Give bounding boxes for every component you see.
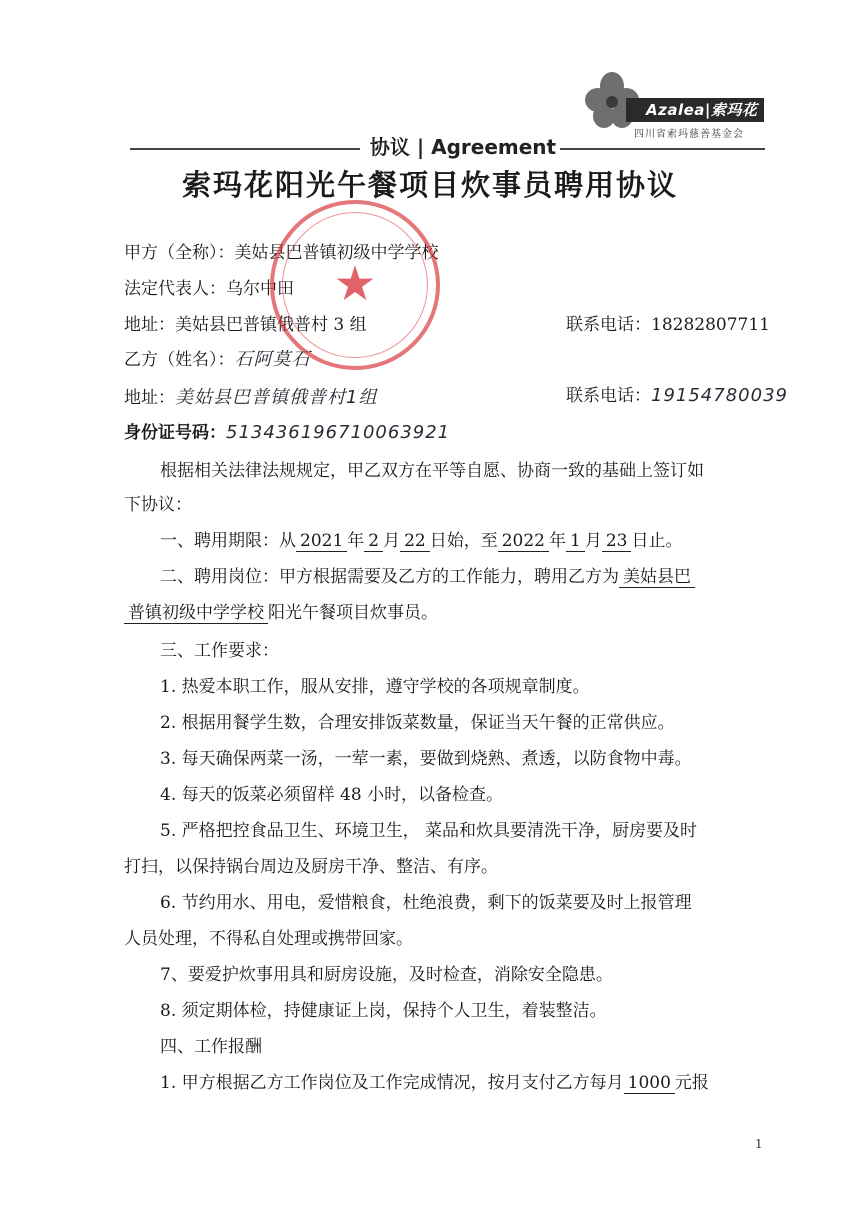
party-b-id-label: 身份证号码： xyxy=(124,423,226,443)
position-org-part1: 美姑县巴 xyxy=(619,567,695,588)
requirement-item-5-cont: 打扫，以保持锅台周边及厨房干净、整洁、有序。 xyxy=(124,857,498,877)
position-suffix: 阳光午餐项目炊事员。 xyxy=(268,603,438,623)
party-b-name-label: 乙方（姓名）： xyxy=(124,350,235,370)
requirement-item-1: 1. 热爱本职工作，服从安排，遵守学校的各项规章制度。 xyxy=(160,677,590,697)
party-b-address-handwritten: 美姑县巴普镇俄普村1组 xyxy=(175,387,378,408)
party-a-rep-label: 法定代表人： xyxy=(124,279,226,299)
party-b-phone-row xyxy=(566,381,788,406)
pay-line-prefix: 1. 甲方根据乙方工作岗位及工作完成情况，按月支付乙方每月 xyxy=(160,1073,624,1093)
position-clause-line-1 xyxy=(160,562,695,587)
term-end-suffix: 日止。 xyxy=(631,531,683,551)
party-a-phone-label: 联系电话： xyxy=(566,315,651,335)
term-end-month: 1 xyxy=(566,531,585,552)
requirement-item-8: 8. 须定期体检，持健康证上岗，保持个人卫生，着装整洁。 xyxy=(160,1001,607,1021)
requirement-item-5: 5. 严格把控食品卫生、环境卫生， 菜品和炊具要清洗干净，厨房要及时 xyxy=(160,821,698,841)
party-a-phone-row xyxy=(566,310,770,335)
pay-line-1 xyxy=(160,1068,709,1093)
requirement-item-2: 2. 根据用餐学生数，合理安排饭菜数量，保证当天午餐的正常供应。 xyxy=(160,713,675,733)
header-rule-left xyxy=(130,148,360,150)
document-title: 索玛花阳光午餐项目炊事员聘用协议 xyxy=(181,168,678,202)
party-b-name-row xyxy=(124,345,311,371)
requirement-item-6-cont: 人员处理，不得私自处理或携带回家。 xyxy=(124,929,413,949)
requirement-item-3: 3. 每天确保两菜一汤，一荤一素，要做到烧熟、煮透，以防食物中毒。 xyxy=(160,749,692,769)
position-org-part2: 普镇初级中学学校 xyxy=(124,603,268,624)
party-a-address: 美姑县巴普镇俄普村 3 组 xyxy=(175,315,367,335)
party-b-id-handwritten: 513436196710063921 xyxy=(226,422,451,443)
term-start-day: 22 xyxy=(400,531,430,552)
page-number: 1 xyxy=(755,1137,763,1151)
term-start-month: 2 xyxy=(364,531,383,552)
party-a-name: 美姑县巴普镇初级中学学校 xyxy=(234,243,439,263)
term-end-month-word: 月 xyxy=(584,531,602,551)
pay-amount: 1000 xyxy=(624,1073,675,1094)
party-a-rep: 乌尔中田 xyxy=(226,279,294,299)
party-a-name-label: 甲方（全称）： xyxy=(124,243,235,263)
intro-line-1: 根据相关法律法规规定，甲乙双方在平等自愿、协商一致的基础上签订如 xyxy=(160,461,704,481)
pay-heading: 四、工作报酬 xyxy=(160,1037,262,1057)
term-year-word: 年 xyxy=(347,531,365,551)
term-start-year: 2021 xyxy=(296,531,347,552)
party-b-address-row xyxy=(124,383,377,409)
requirement-item-4: 4. 每天的饭菜必须留样 48 小时，以备检查。 xyxy=(160,785,504,805)
party-b-phone-handwritten: 19154780039 xyxy=(651,385,788,406)
pay-line-suffix: 元报 xyxy=(674,1073,709,1093)
logo-subtitle: 四川省索玛慈善基金会 xyxy=(634,129,744,140)
party-b-id-row xyxy=(124,418,450,443)
term-end-year: 2022 xyxy=(498,531,549,552)
header-rule-right xyxy=(560,148,765,150)
requirement-item-6: 6. 节约用水、用电，爱惜粮食，杜绝浪费，剩下的饭菜要及时上报管理 xyxy=(160,893,692,913)
party-a-rep-row xyxy=(124,274,294,299)
foundation-logo xyxy=(582,70,782,150)
term-end-day: 23 xyxy=(602,531,632,552)
requirements-heading: 三、工作要求： xyxy=(160,641,279,661)
term-prefix: 一、聘用期限：从 xyxy=(160,531,296,551)
seal-star-icon: ★ xyxy=(333,256,377,313)
term-start-suffix: 日始，至 xyxy=(429,531,498,551)
header-band-text: 协议 | Agreement xyxy=(369,135,557,159)
logo-brand-text: Azalea|索玛花 xyxy=(626,98,764,122)
party-b-name-handwritten: 石阿莫石 xyxy=(234,349,311,370)
party-b-address-label: 地址： xyxy=(124,388,175,408)
party-a-phone: 18282807711 xyxy=(651,315,770,335)
term-clause xyxy=(160,526,682,551)
position-prefix: 二、聘用岗位：甲方根据需要及乙方的工作能力，聘用乙方为 xyxy=(160,567,619,587)
party-b-phone-label: 联系电话： xyxy=(566,386,651,406)
term-end-year-word: 年 xyxy=(549,531,566,551)
intro-line-2: 下协议： xyxy=(124,495,192,515)
term-month-word: 月 xyxy=(383,531,401,551)
party-a-address-label: 地址： xyxy=(124,315,175,335)
position-clause-line-2 xyxy=(124,598,438,623)
requirement-item-7: 7、要爱护炊事用具和厨房设施，及时检查，消除安全隐患。 xyxy=(160,965,613,985)
